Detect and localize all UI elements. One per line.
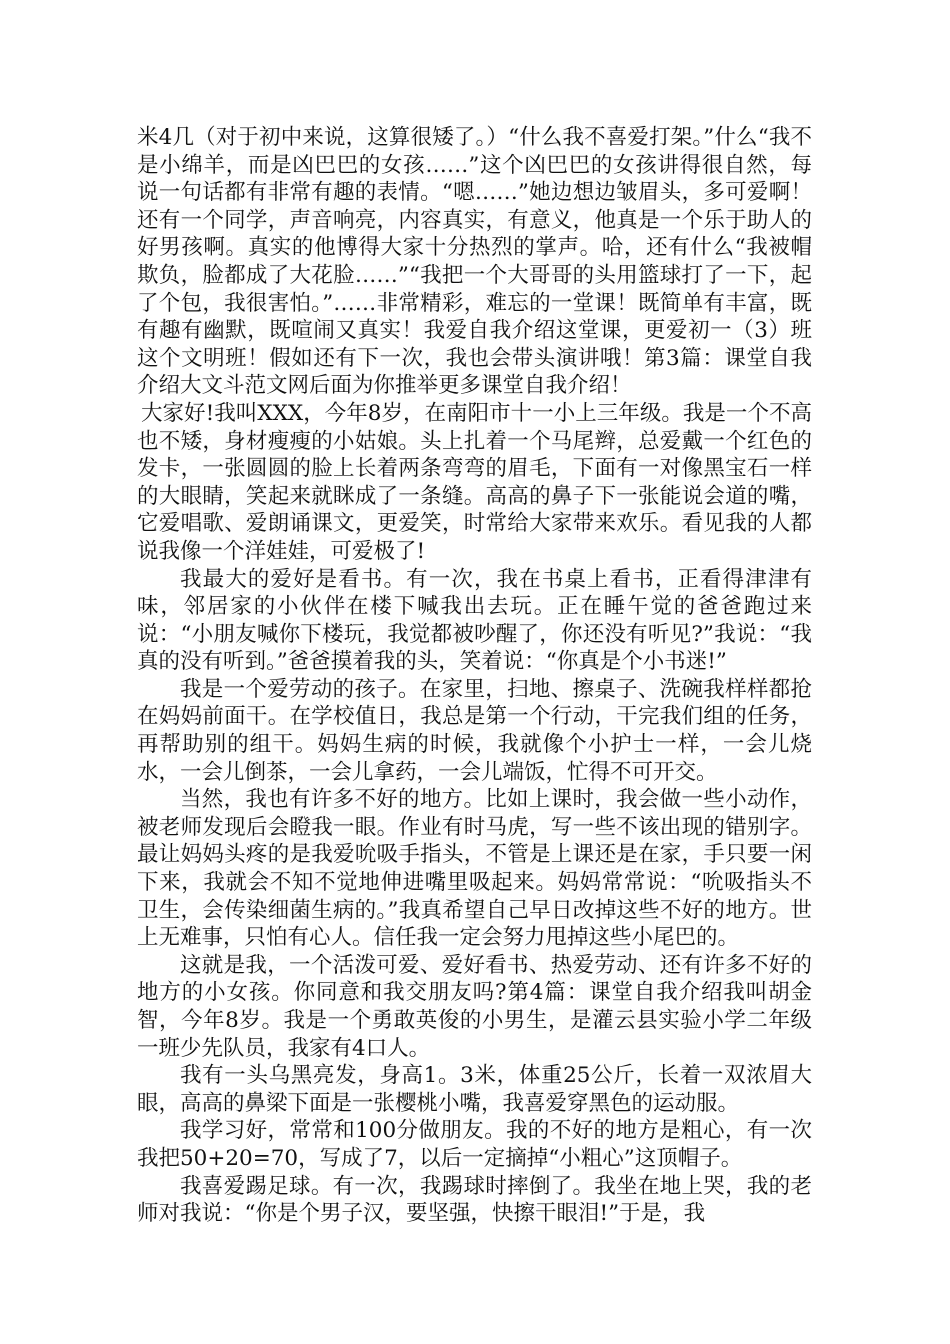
- paragraph-9: 我喜爱踢足球。有一次，我踢球时摔倒了。我坐在地上哭，我的老师对我说：“你是个男子汉，要坚强，快擦干眼泪!”于是，我: [137, 1173, 812, 1227]
- document-page: [137, 124, 812, 1228]
- paragraph-7: 我有一头乌黑亮发，身高1。3米，体重25公斤，长着一双浓眉大眼，高高的鼻梁下面是一张樱桃小嘴，我喜爱穿黑色的运动服。: [137, 1063, 812, 1116]
- paragraph-3: 我最大的爱好是看书。有一次，我在书桌上看书，正看得津津有味，邻居家的小伙伴在楼下喊我出去玩。正在睡午觉的爸爸跑过来说：“小朋友喊你下楼玩，我觉都被吵醒了，你还没有听见?”我说：“我真的没有听到。”爸爸摸着我的头，笑着说：“你真是个小书迷!”: [137, 566, 812, 675]
- paragraph-2: 大家好!我叫XXX，今年8岁，在南阳市十一小上三年级。我是一个不高也不矮，身材瘦瘦的小姑娘。头上扎着一个马尾辫，总爱戴一个红色的发卡，一张圆圆的脸上长着两条弯弯的眉毛，下面有一对像黑宝石一样的大眼睛，笑起来就眯成了一条缝。高高的鼻子下一张能说会道的嘴，它爱唱歌、爱朗诵课文，更爱笑，时常给大家带来欢乐。看见我的人都说我像一个洋娃娃，可爱极了!: [137, 400, 812, 564]
- paragraph-6: 这就是我，一个活泼可爱、爱好看书、热爱劳动、还有许多不好的地方的小女孩。你同意和我交朋友吗?第4篇：课堂自我介绍我叫胡金智，今年8岁。我是一个勇敢英俊的小男生，是灌云县实验小学二年级一班少先队员，我家有4口人。: [137, 952, 812, 1061]
- paragraph-1: 米4几（对于初中来说，这算很矮了。）“什么我不喜爱打架。”什么“我不是小绵羊，而是凶巴巴的女孩……”这个凶巴巴的女孩讲得很自然，每说一句话都有非常有趣的表情。“嗯……”她边想边皱眉头，多可爱啊！还有一个同学，声音响亮，内容真实，有意义，他真是一个乐于助人的好男孩啊。真实的他博得大家十分热烈的掌声。哈，还有什么“我被帽欺负，脸都成了大花脸……”“我把一个大哥哥的头用篮球打了一下，起了个包，我很害怕。”……非常精彩，难忘的一堂课！既简单有丰富，既有趣有幽默，既喧闹又真实！我爱自我介绍这堂课，更爱初一（3）班这个文明班！假如还有下一次，我也会带头演讲哦！第3篇：课堂自我介绍大文斗范文网后面为你推举更多课堂自我介绍！: [137, 125, 812, 399]
- paragraph-5: 当然，我也有许多不好的地方。比如上课时，我会做一些小动作，被老师发现后会瞪我一眼。作业有时马虎，写一些不该出现的错别字。最让妈妈头疼的是我爱吮吸手指头，不管是上课还是在家，手只要一闲下来，我就会不知不觉地伸进嘴里吸起来。妈妈常常说：“吮吸指头不卫生，会传染细菌生病的。”我真希望自己早日改掉这些不好的地方。世上无难事，只怕有心人。信任我一定会努力甩掉这些小尾巴的。: [137, 787, 812, 951]
- paragraph-8: 我学习好，常常和100分做朋友。我的不好的地方是粗心，有一次我把50+20=70，写成了7，以后一定摘掉“小粗心”这顶帽子。: [137, 1118, 812, 1171]
- paragraph-4: 我是一个爱劳动的孩子。在家里，扫地、擦桌子、洗碗我样样都抢在妈妈前面干。在学校值日，我总是第一个行动，干完我们组的任务，再帮助别的组干。妈妈生病的时候，我就像个小护士一样，一会儿烧水，一会儿倒茶，一会儿拿药，一会儿端饭，忙得不可开交。: [137, 676, 812, 785]
